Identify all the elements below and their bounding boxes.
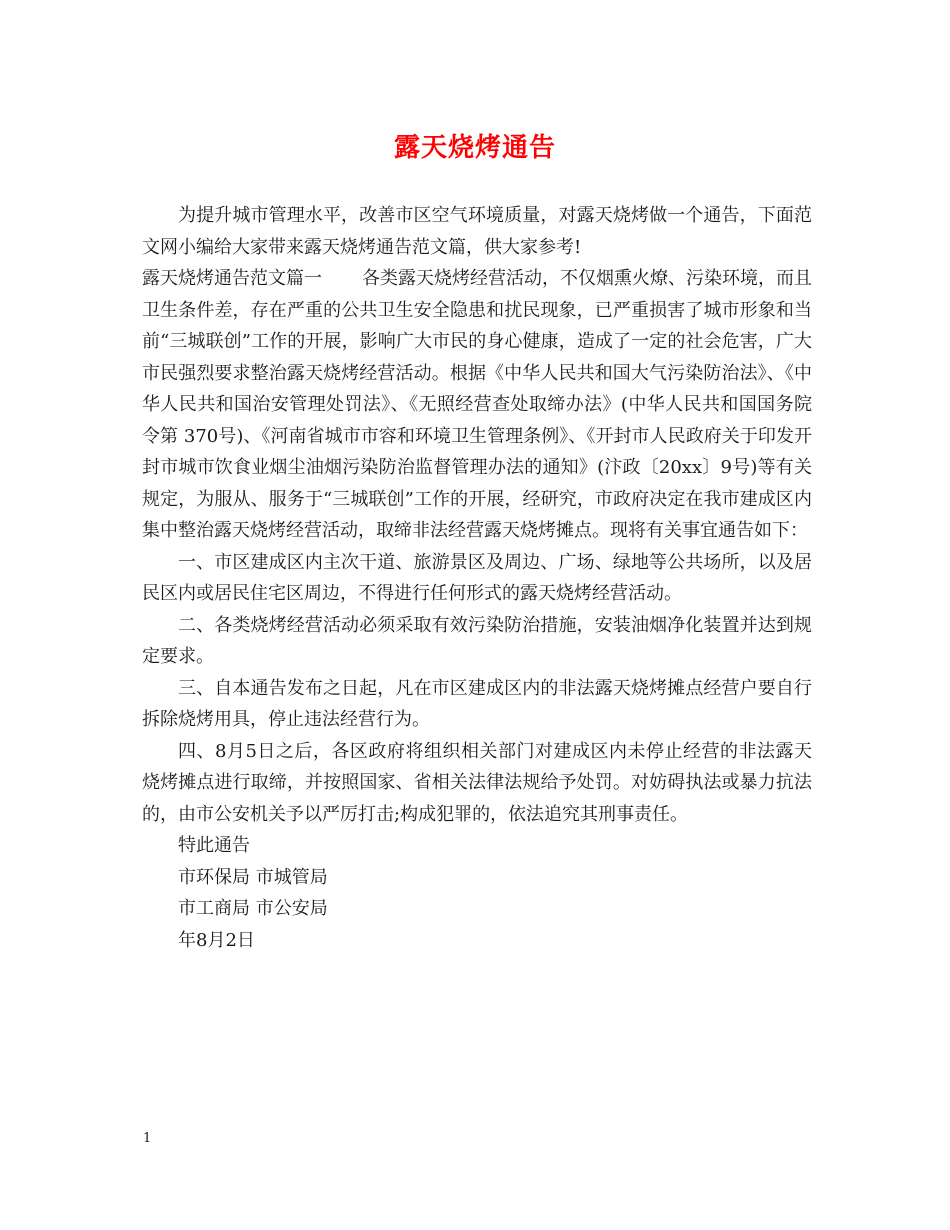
intro-paragraph: 为提升城市管理水平，改善市区空气环境质量，对露天烧烤做一个通告，下面范文网小编给大家带来露天烧烤通告范文篇，供大家参考! — [142, 205, 812, 258]
issue-date: 年8月2日 — [178, 929, 255, 951]
notice-item-4: 四、8月5日之后，各区政府将组织相关部门对建成区内未停止经营的非法露天烧烤摊点进行取缔，并按照国家、省相关法律法规给予处罚。对妨碍执法或暴力抗法的，由市公安机关予以严厉打击;构成犯罪的，依法追究其刑事责任。 — [142, 740, 812, 825]
notice-item-2: 二、各类烧烤经营活动必须采取有效污染防治措施，安装油烟净化装置并达到规定要求。 — [142, 614, 812, 667]
issuers-line-1: 市环保局 市城管局 — [178, 866, 328, 888]
closing-line: 特此通告 — [178, 835, 250, 856]
section-heading: 露天烧烤通告范文篇一 — [142, 268, 322, 289]
notice-item-1: 一、市区建成区内主次干道、旅游景区及周边、广场、绿地等公共场所，以及居民区内或居民住宅区周边，不得进行任何形式的露天烧烤经营活动。 — [142, 551, 812, 604]
document-body — [142, 200, 812, 956]
page-title: 露天烧烤通告 — [393, 133, 556, 163]
notice-item-3: 三、自本通告发布之日起，凡在市区建成区内的非法露天烧烤摊点经营户要自行拆除烧烤用具，停止违法经营行为。 — [142, 677, 812, 730]
section-paragraph — [142, 263, 812, 547]
section-body: 各类露天烧烤经营活动，不仅烟熏火燎、污染环境，而且卫生条件差，存在严重的公共卫生安全隐患和扰民现象，已严重损害了城市形象和当前“三城联创”工作的开展，影响广大市民的身心健康，造成了一定的社会危害，广大市民强烈要求整治露天烧烤经营活动。根据《中华人民共和国大气污染防治法》、《中华人民共和国治安管理处罚法》、《无照经营查处取缔办法》(中华人民共和国国务院令第 370号)、《河南省城市市容和环境卫生管理条例》、《开封市人民政府关于印发开封市城市饮食业烟尘油烟污染防治监督管理办法的通知》(汴政〔20xx〕9号)等有关规定，为服从、服务于“三城联创”工作的开展，经研究，市政府决定在我市建成区内集中整治露天烧烤经营活动，取缔非法经营露天烧烤摊点。现将有关事宜通告如下： — [142, 268, 812, 541]
issuers-line-2: 市工商局 市公安局 — [178, 898, 328, 919]
page-number: 1 — [143, 1131, 152, 1146]
